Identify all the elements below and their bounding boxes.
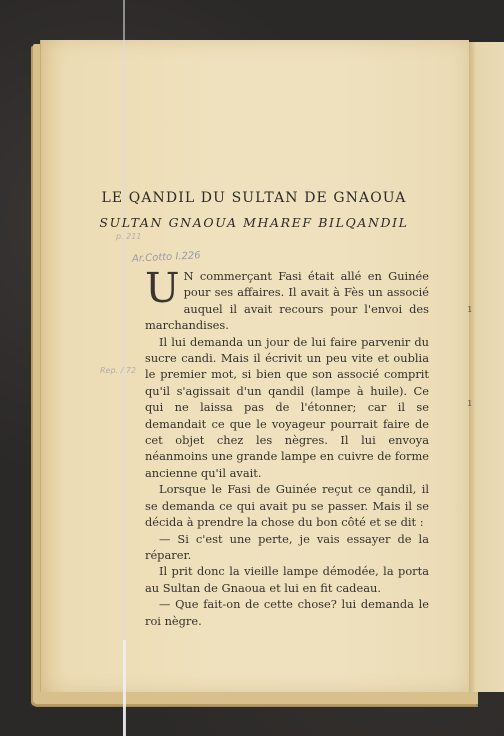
pencil-note-catalog: Ar.Cotto I.226: [131, 250, 201, 265]
paragraph: Il lui demanda un jour de lui faire parvenir du sucre candi. Mais il écrivit un peu vite et oublia le premier mot, si bien que son associé comprit qu'il s'agissait d'un qandil (lampe à huile). Ce qui ne laissa pas de l'étonner; car il se demandait ce que le voyageur pourrait faire de cet objet chez les nègres. Il lui envoya néanmoins une grande lampe en cuivre de forme ancienne qu'il avait.: [145, 334, 429, 480]
paragraph: Il prit donc la vieille lampe démodée, la porta au Sultan de Gnaoua et lui en fit cadeau.: [145, 564, 429, 595]
margin-mark: ı: [468, 396, 472, 409]
paragraph: — Si c'est une perte, je vais essayer de la réparer.: [145, 531, 429, 562]
story-text: [145, 264, 429, 629]
next-page-edge: [468, 42, 504, 692]
light-reflection-bright: [123, 640, 126, 736]
paragraph: [145, 264, 429, 334]
pencil-note-page: p. 211: [116, 232, 142, 241]
drop-cap: U: [145, 264, 180, 312]
chapter-title: LE QANDIL DU SULTAN DE GNAOUA: [101, 190, 407, 206]
paragraph: Lorsque le Fasi de Guinée reçut ce qandil, il se demanda ce qui avait pu se passer. Mais il se décida à prendre la chose du bon côté et se dit :: [145, 482, 429, 530]
chapter-subtitle: SULTAN GNAOUA MHAREF BILQANDIL: [99, 215, 409, 230]
margin-mark: ı: [468, 302, 472, 315]
pencil-note-margin: Rep. / 72: [100, 366, 137, 375]
paragraph: — Que fait-on de cette chose? lui demanda le roi nègre.: [145, 597, 429, 628]
paragraph-text: N commerçant Fasi était allé en Guinée pour ses affaires. Il avait à Fès un associé auquel il avait recours pour l'envoi des marchandises.: [145, 269, 429, 333]
